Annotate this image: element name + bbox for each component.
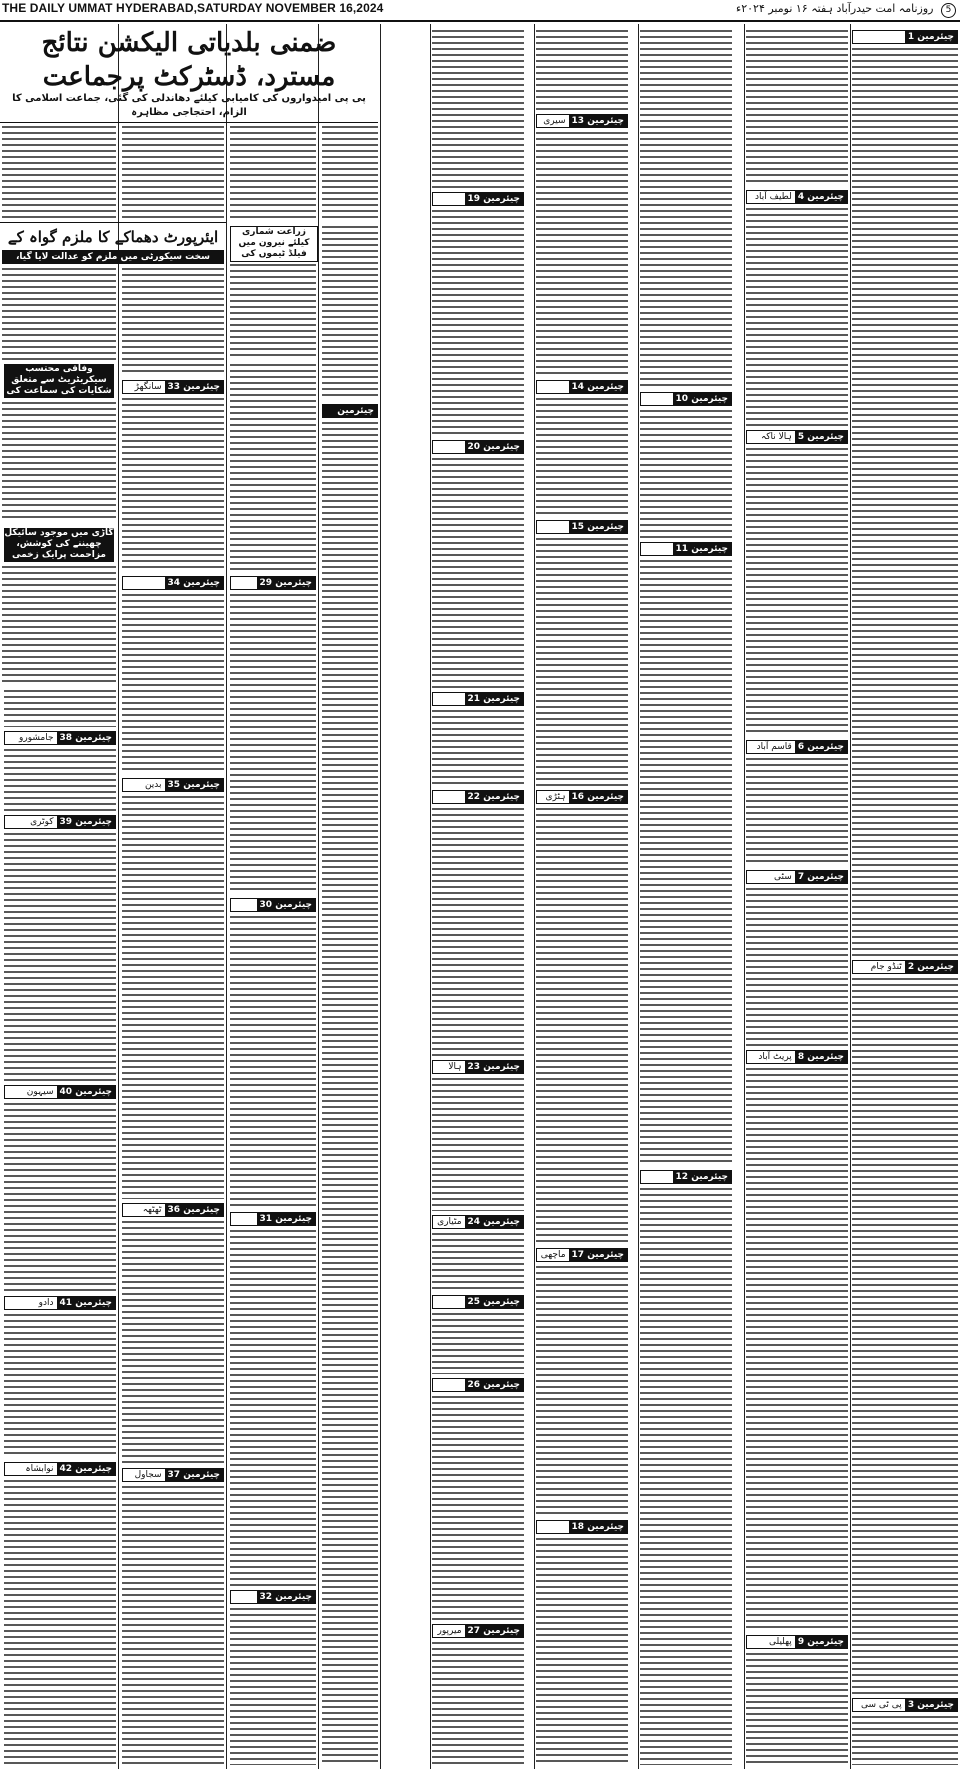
- seat-name: ہالا ناکہ: [760, 432, 792, 442]
- seat-result-tag: [230, 898, 316, 912]
- seat-number: چیئرمین 36: [165, 1204, 223, 1216]
- seat-result-tag: [536, 114, 628, 128]
- seat-name: [162, 589, 224, 590]
- seat-name: [585, 1533, 627, 1534]
- seat-name: [901, 43, 957, 44]
- seat-name: [480, 705, 523, 706]
- column-rule: [850, 24, 851, 1769]
- result-text: [746, 1653, 848, 1765]
- seat-number: چیئرمین 3: [905, 1699, 957, 1711]
- seat-number: چیئرمین 42: [57, 1463, 115, 1475]
- seat-result-tag: [432, 1295, 524, 1309]
- result-text: [432, 808, 524, 1056]
- seat-number: چیئرمین 25: [465, 1296, 523, 1308]
- result-text: [432, 1642, 524, 1765]
- seat-number: چیئرمین 14: [569, 381, 627, 393]
- result-text: [322, 364, 378, 400]
- seat-number: چیئرمین 33: [165, 381, 223, 393]
- seat-result-tag: [230, 1212, 316, 1226]
- column-rule: [226, 24, 227, 1769]
- seat-number: چیئرمین 40: [57, 1086, 115, 1098]
- result-text: [230, 594, 316, 894]
- seat-result-tag: [122, 380, 224, 394]
- lead-text: [322, 126, 378, 218]
- result-text: [746, 1068, 848, 1631]
- seat-name: [482, 205, 523, 206]
- seat-number: چیئرمین 5: [795, 431, 847, 443]
- seat-name: میرپور: [437, 1626, 462, 1636]
- seat-name: [586, 393, 627, 394]
- seat-number: چیئرمین 16: [569, 791, 627, 803]
- lead-text: [122, 126, 224, 218]
- column-rule: [118, 24, 119, 1769]
- seat-result-tag: [4, 1085, 116, 1099]
- seat-number: چیئرمین 39: [57, 816, 115, 828]
- result-text: [852, 48, 958, 956]
- result-text: [852, 978, 958, 1694]
- urdu-dateline: [736, 2, 956, 18]
- result-text: [432, 1313, 524, 1374]
- result-text: [122, 364, 224, 376]
- seat-number: چیئرمین 41: [57, 1297, 115, 1309]
- seat-number: چیئرمین 26: [465, 1379, 523, 1391]
- seat-name: سجاول: [134, 1470, 162, 1480]
- result-text: [122, 796, 224, 1199]
- result-text: [4, 1480, 116, 1765]
- seat-name: سانگھڑ: [134, 382, 162, 392]
- seat-number: چیئرمین 8: [795, 1051, 847, 1063]
- result-text: [746, 448, 848, 736]
- column-rule: [534, 24, 535, 1769]
- airport-text: [2, 268, 116, 360]
- result-text: [230, 1608, 316, 1765]
- seat-number: چیئرمین 32: [257, 1591, 315, 1603]
- result-text: [746, 208, 848, 426]
- seat-number: چیئرمین 22: [465, 791, 523, 803]
- result-text: [640, 1188, 732, 1765]
- seat-result-tag: [122, 778, 224, 792]
- result-text: [432, 1078, 524, 1211]
- result-text: [432, 1396, 524, 1620]
- seat-number: چیئرمین 34: [165, 577, 223, 589]
- seat-result-tag: [852, 960, 958, 974]
- result-text: [536, 808, 628, 1244]
- seat-result-tag: [432, 790, 524, 804]
- agri-text: [230, 264, 316, 360]
- seat-number: چیئرمین 12: [673, 1171, 731, 1183]
- result-text: [536, 30, 628, 110]
- seat-name: [684, 405, 731, 406]
- seat-name: [687, 1183, 731, 1184]
- seat-result-tag: [432, 1378, 524, 1392]
- seat-number: چیئرمین 10: [673, 393, 731, 405]
- result-text: [4, 833, 116, 1081]
- result-text: [4, 1103, 116, 1292]
- result-text: [322, 422, 378, 1765]
- seat-number: چیئرمین 1: [905, 31, 957, 43]
- seat-name: پریٹ آباد: [758, 1052, 792, 1062]
- seat-number: چیئرمین 38: [57, 732, 115, 744]
- seat-number: چیئرمین 35: [165, 779, 223, 791]
- story-divider: [0, 222, 226, 223]
- seat-name: ٹھٹھہ: [142, 1205, 162, 1215]
- seat-result-tag: [746, 870, 848, 884]
- seat-result-tag: [746, 1635, 848, 1649]
- seat-number: چیئرمین 7: [795, 871, 847, 883]
- result-text: [4, 690, 116, 727]
- seat-number: چیئرمین 21: [465, 693, 523, 705]
- airport-subhead: سخت سیکورٹی میں ملزم کو عدالت لایا گیا،: [2, 250, 224, 264]
- seat-name: [270, 1603, 315, 1604]
- seat-name: پی ٹی سی: [861, 1700, 902, 1710]
- seat-number: چیئرمین 17: [569, 1249, 627, 1261]
- seat-number: چیئرمین 20: [465, 441, 523, 453]
- result-text: [432, 210, 524, 436]
- seat-number: چیئرمین 18: [569, 1521, 627, 1533]
- seat-name: نوابشاہ: [25, 1464, 54, 1474]
- lead-headline: ضمنی بلدیاتی الیکشن نتائج مسترد، ڈسٹرکٹ پرجماعت: [41, 28, 337, 92]
- seat-number: چیئرمین: [323, 405, 377, 417]
- seat-result-tag: [536, 1248, 628, 1262]
- seat-name: سیہون: [26, 1087, 54, 1097]
- top-strip: [0, 0, 960, 22]
- result-text: [230, 364, 316, 572]
- seat-result-tag: [746, 430, 848, 444]
- seat-name: [488, 803, 523, 804]
- lead-subhead: پی پی امیدواروں کی کامیابی کیلئے دھاندلی کی گئی، جماعت اسلامی کا الزام، احتجاجی مظاہرہ: [0, 92, 378, 123]
- seat-result-tag: [536, 790, 628, 804]
- result-text: [852, 1716, 958, 1765]
- police-box: گاڑی میں موجود سائیکل چھیننے کی کوشش، مزاحمت پرایک زخمی: [4, 528, 114, 560]
- seat-number: چیئرمین 27: [465, 1625, 523, 1637]
- seat-number: چیئرمین 2: [905, 961, 957, 973]
- result-text: [4, 749, 116, 811]
- seat-result-tag: [432, 1060, 524, 1074]
- result-text: [640, 30, 732, 388]
- airport-headline: ایئرپورٹ دھماکے کا ملزم گواہ کے: [7, 228, 219, 246]
- result-text: [536, 1538, 628, 1765]
- seat-name: [483, 453, 523, 454]
- federal-ombudsman-box: وفاقی محتسب سیکریٹریٹ سے متعلق شکایات کی سماعت کی: [4, 364, 114, 398]
- seat-result-tag: [536, 520, 628, 534]
- result-text: [640, 410, 732, 538]
- seat-name: پھلیلی: [768, 1637, 792, 1647]
- seat-result-tag: [640, 542, 732, 556]
- seat-number: چیئرمین 30: [257, 899, 315, 911]
- seat-name: ہٹڑی: [545, 792, 566, 802]
- seat-result-tag: [746, 190, 848, 204]
- seat-result-tag: [432, 692, 524, 706]
- result-text: [746, 888, 848, 1046]
- seat-name: [279, 1225, 315, 1226]
- result-text: [122, 1221, 224, 1464]
- result-text: [432, 458, 524, 688]
- column-rule: [744, 24, 745, 1769]
- seat-result-tag: [852, 1698, 958, 1712]
- seat-result-tag: [746, 1050, 848, 1064]
- seat-result-tag: [640, 392, 732, 406]
- seat-number: چیئرمین 15: [569, 521, 627, 533]
- seat-result-tag: [230, 576, 316, 590]
- airport-text: [122, 268, 224, 360]
- result-text: [536, 398, 628, 516]
- seat-result-tag: [746, 740, 848, 754]
- seat-name: [272, 911, 315, 912]
- seat-name: بدین: [144, 780, 162, 790]
- seat-result-tag: [432, 440, 524, 454]
- column-rule: [380, 24, 381, 1769]
- seat-result-tag: [122, 1203, 224, 1217]
- seat-number: چیئرمین 13: [569, 115, 627, 127]
- result-text: [536, 1266, 628, 1516]
- seat-result-tag: [852, 30, 958, 44]
- seat-result-tag: [432, 192, 524, 206]
- column-rule: [318, 24, 319, 1769]
- result-text: [746, 30, 848, 186]
- seat-name: [573, 533, 627, 534]
- result-text: [122, 398, 224, 572]
- seat-result-tag: [4, 1296, 116, 1310]
- seat-name: [698, 555, 731, 556]
- seat-number: چیئرمین 9: [795, 1636, 847, 1648]
- result-text: [536, 538, 628, 786]
- seat-name: [486, 1391, 523, 1392]
- seat-number: چیئرمین 29: [257, 577, 315, 589]
- lead-text: [2, 126, 116, 218]
- seat-name: سٹی: [774, 872, 792, 882]
- agri-text: [322, 226, 378, 360]
- seat-number: چیئرمین 31: [257, 1213, 315, 1225]
- page-number: 5: [941, 3, 956, 18]
- result-text: [432, 710, 524, 786]
- column-rule: [638, 24, 639, 1769]
- result-text: [432, 30, 524, 188]
- seat-result-tag: [536, 380, 628, 394]
- seat-result-tag: [640, 1170, 732, 1184]
- result-text: [536, 132, 628, 376]
- result-text: [746, 758, 848, 866]
- seat-result-tag: [432, 1215, 524, 1229]
- seat-name: [483, 1308, 523, 1309]
- seat-result-tag: [536, 1520, 628, 1534]
- result-text: [432, 1233, 524, 1291]
- seat-number: چیئرمین 37: [165, 1469, 223, 1481]
- seat-name: ماچھی: [540, 1250, 566, 1260]
- seat-name: [279, 589, 316, 590]
- seat-number: چیئرمین 4: [795, 191, 847, 203]
- police-text: [2, 566, 116, 686]
- seat-name: ہالا: [448, 1062, 462, 1072]
- result-text: [640, 560, 732, 1166]
- seat-name: لطیف آباد: [755, 192, 792, 202]
- seat-number: چیئرمین 24: [465, 1216, 523, 1228]
- dateline-text: روزنامہ امت حیدرآباد ہفتہ ۱۶ نومبر ۲۰۲۴ء: [736, 2, 934, 15]
- seat-number: چیئرمین 23: [465, 1061, 523, 1073]
- seat-result-tag: [122, 576, 224, 590]
- column-rule: [430, 24, 431, 1769]
- masthead-title: THE DAILY UMMAT HYDERABAD,SATURDAY NOVEMBER 16,2024: [2, 1, 384, 15]
- seat-result-tag: [322, 404, 378, 418]
- seat-result-tag: [230, 1590, 316, 1604]
- seat-number: چیئرمین 6: [795, 741, 847, 753]
- result-text: [122, 1486, 224, 1765]
- seat-name: سیری: [543, 116, 566, 126]
- result-text: [230, 916, 316, 1208]
- seat-name: دادو: [38, 1298, 54, 1308]
- seat-number: چیئرمین 19: [465, 193, 523, 205]
- result-text: [122, 594, 224, 774]
- result-text: [4, 1314, 116, 1458]
- seat-result-tag: [4, 731, 116, 745]
- seat-number: چیئرمین 11: [673, 543, 731, 555]
- seat-name: ٹنڈو جام: [870, 962, 902, 972]
- seat-result-tag: [4, 815, 116, 829]
- agri-headline: زراعت شماری کیلئے نیرون میں فیلڈ ٹیموں کی: [230, 226, 318, 262]
- lead-text: [230, 126, 316, 218]
- seat-name: جامشورو: [19, 733, 54, 743]
- seat-name: مٹیاری: [437, 1217, 462, 1227]
- federal-text: [2, 402, 116, 522]
- seat-result-tag: [122, 1468, 224, 1482]
- result-text: [230, 1230, 316, 1586]
- seat-result-tag: [432, 1624, 524, 1638]
- seat-result-tag: [4, 1462, 116, 1476]
- seat-name: قاسم آباد: [756, 742, 792, 752]
- seat-name: کوٹری: [30, 817, 54, 827]
